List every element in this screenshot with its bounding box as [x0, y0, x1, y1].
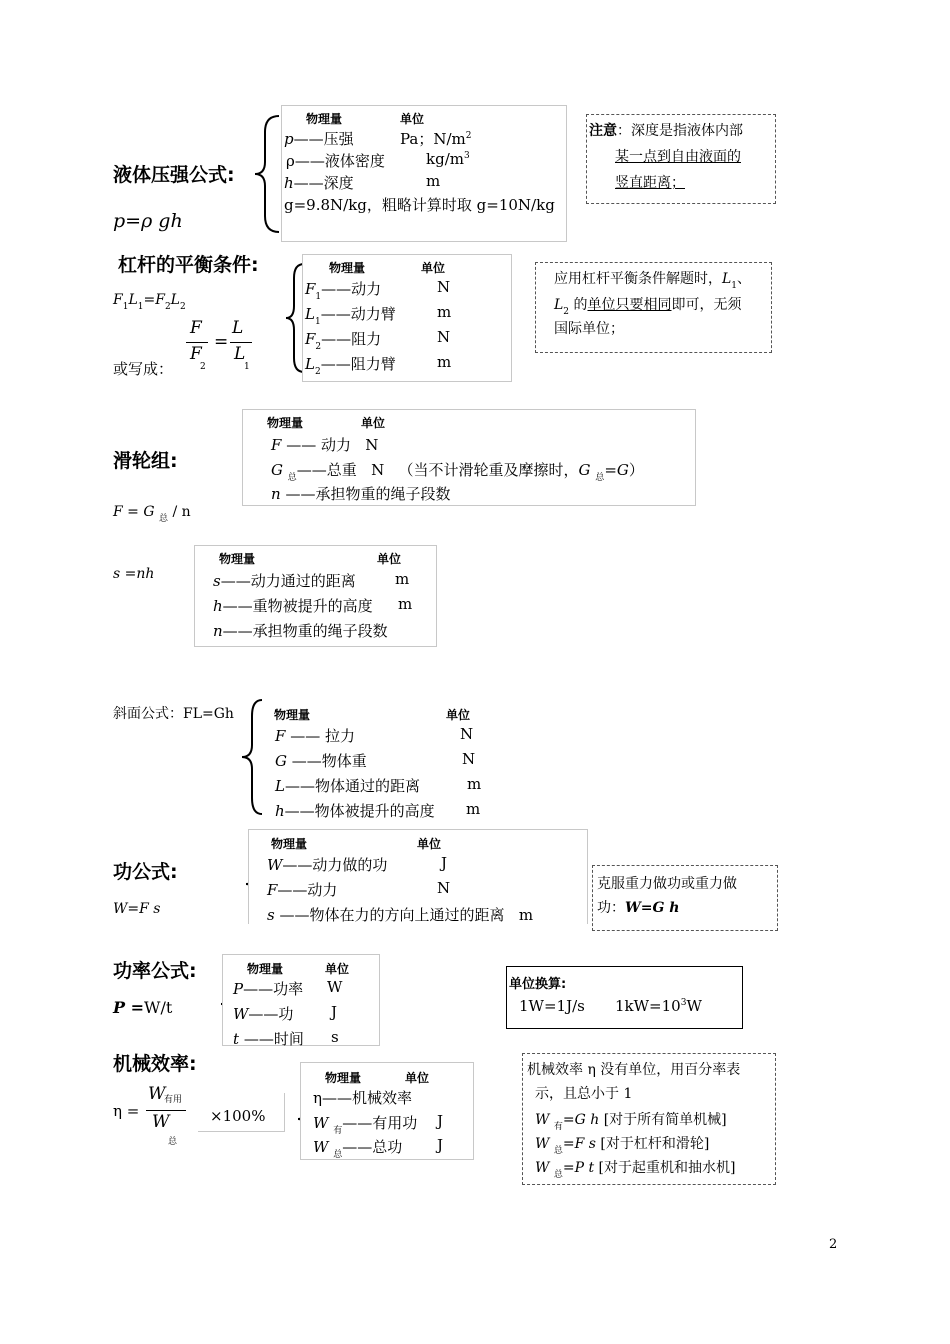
row-arm2: $L_2——$阻力臂 — [305, 355, 396, 377]
row-force1: $F_1——$动力 — [305, 280, 382, 302]
row-total-work: W $_总$——总功 — [313, 1138, 403, 1160]
header-quantity: 物理量 — [329, 261, 366, 275]
note-line: 某一点到自由液面的 — [615, 149, 741, 165]
header-unit: 单位 — [405, 1071, 430, 1085]
unit-useful-work: J — [437, 1112, 444, 1130]
unit-total-work: J — [437, 1136, 444, 1154]
unit-density: $kg/m^3$ — [426, 150, 470, 168]
row-height: h——重物被提升的高度 — [213, 597, 373, 615]
row-distance: L——物体通过的距离 — [275, 777, 420, 795]
lever-note — [535, 262, 772, 353]
row-useful-work: W $_有$——有用功 — [313, 1114, 418, 1136]
conversion-title: 单位换算: — [509, 977, 567, 992]
row-force: F——动力 — [267, 881, 338, 899]
brace-incline — [240, 698, 266, 816]
header-unit: 单位 — [377, 552, 402, 566]
row-distance: s ——物体在力的方向上通过的距离 m — [267, 906, 534, 924]
unit-power: W — [327, 978, 343, 996]
row-power: P——功率 — [233, 980, 304, 998]
liquid-pressure-title: 液体压强公式: — [113, 164, 235, 186]
row-force: F —— 动力 N — [271, 436, 379, 454]
pulley-title: 滑轮组: — [113, 450, 178, 472]
unit-pull: N — [460, 725, 474, 743]
pulley-quantity-table — [242, 409, 696, 506]
note-line: 应用杠杆平衡条件解题时，$L_1$、 — [554, 271, 752, 291]
row-pull: F —— 拉力 — [275, 727, 355, 745]
unit-work: J — [441, 854, 448, 872]
note-line: W $_总$=P t [对于起重机和抽水机] — [535, 1160, 736, 1180]
efficiency-times: ×100% — [210, 1107, 266, 1125]
conversion-watt: 1W=1J/s — [519, 997, 585, 1015]
row-total-weight: G $_总$——总重 N （当不计滑轮重及摩擦时，G $_总$=G） — [271, 461, 644, 483]
lever-title: 杠杆的平衡条件: — [118, 254, 259, 276]
unit-force1: N — [437, 278, 451, 296]
row-rope-segments: n ——承担物重的绳子段数 — [271, 485, 451, 503]
row-time: t ——时间 — [233, 1030, 304, 1048]
header-unit: 单位 — [361, 416, 386, 430]
unit-force2: N — [437, 328, 451, 346]
page-number: 2 — [829, 1237, 838, 1252]
header-quantity: 物理量 — [271, 837, 308, 851]
lever-quantity-table — [302, 254, 512, 382]
lever-alt-label: 或写成： — [113, 360, 174, 378]
note-line: W $_有$=G h [对于所有简单机械] — [535, 1112, 727, 1132]
row-depth: h——深度 — [284, 174, 354, 192]
note-line: W $_总$=F s [对于杠杆和滑轮] — [535, 1136, 710, 1156]
work-formula: W=F s — [113, 901, 161, 917]
brace-liquid — [253, 114, 283, 234]
efficiency-percent-box — [198, 1093, 285, 1132]
header-quantity: 物理量 — [219, 552, 256, 566]
work-title: 功公式: — [113, 861, 178, 883]
row-force2: $F_2——$阻力 — [305, 330, 382, 352]
unit-height: m — [466, 800, 481, 818]
liquid-pressure-formula: p=ρ gh — [113, 210, 183, 232]
header-unit: 单位 — [421, 261, 446, 275]
unit-work: J — [331, 1003, 338, 1021]
unit-height: m — [398, 595, 413, 613]
note-line: 克服重力做功或重力做 — [597, 876, 737, 892]
header-unit: 单位 — [325, 962, 350, 976]
liquid-note — [586, 114, 776, 204]
row-pressure: p——压强 — [284, 130, 354, 148]
liquid-quantity-table — [281, 105, 567, 242]
note-line: $L_2$ 的单位只要相同即可，无须 — [554, 297, 742, 317]
unit-force: N — [437, 879, 451, 897]
note-line: 国际单位； — [554, 321, 624, 337]
pulley-formula-distance: s =nh — [113, 566, 155, 582]
row-weight: G ——物体重 — [275, 752, 367, 770]
unit-arm2: m — [437, 353, 452, 371]
row-work: W——动力做的功 — [267, 856, 388, 874]
note-line: 注意：深度是指液体内部 — [589, 123, 743, 139]
header-quantity: 物理量 — [306, 112, 343, 126]
note-line: 示，且总小于 1 — [535, 1086, 633, 1102]
power-title: 功率公式: — [113, 960, 197, 982]
row-arm1: $L_1——$动力臂 — [305, 305, 396, 327]
unit-distance: m — [467, 775, 482, 793]
row-efficiency: η——机械效率 — [313, 1089, 413, 1107]
unit-distance: m — [395, 570, 410, 588]
row-segments: n——承担物重的绳子段数 — [213, 622, 388, 640]
work-quantity-table — [248, 829, 588, 924]
conversion-kilowatt: $1kW=10^3W$ — [615, 997, 702, 1015]
power-quantity-table — [222, 954, 380, 1046]
row-gravity: g=9.8N/kg，粗略计算时取 g=10N/kg — [284, 196, 555, 214]
work-note — [592, 865, 778, 931]
note-line: 功：W=G h — [597, 900, 680, 916]
row-distance: s——动力通过的距离 — [213, 572, 356, 590]
header-quantity: 物理量 — [325, 1071, 362, 1085]
efficiency-quantity-table — [300, 1062, 474, 1160]
unit-weight: N — [462, 750, 476, 768]
note-line: 竖直距离； — [615, 175, 685, 191]
efficiency-title: 机械效率: — [113, 1053, 197, 1075]
unit-arm1: m — [437, 303, 452, 321]
efficiency-eta: η = — [113, 1102, 140, 1120]
header-quantity: 物理量 — [274, 708, 311, 722]
note-line: 机械效率 η 没有单位，用百分率表 — [527, 1062, 741, 1078]
header-unit: 单位 — [400, 112, 425, 126]
lever-formula: $F_1L_1=F_2L_2$ — [113, 292, 186, 312]
unit-conversion-box — [506, 966, 743, 1029]
incline-title: 斜面公式：FL=Gh — [113, 706, 234, 722]
row-height: h——物体被提升的高度 — [275, 802, 435, 820]
unit-time: s — [331, 1028, 339, 1046]
pulley-formula-force: F = G $_总$ / n — [113, 504, 191, 524]
efficiency-note — [522, 1053, 776, 1185]
efficiency-fraction: W 有用 W 总 — [146, 1084, 206, 1144]
header-unit: 单位 — [417, 837, 442, 851]
power-formula: P =W/t — [113, 998, 173, 1017]
header-quantity: 物理量 — [267, 416, 304, 430]
row-work: W——功 — [233, 1005, 294, 1023]
unit-pressure: Pa；$N/m^2$ — [400, 130, 472, 148]
unit-depth: m — [426, 172, 441, 190]
header-quantity: 物理量 — [247, 962, 284, 976]
header-unit: 单位 — [446, 708, 471, 722]
pulley-distance-table — [194, 545, 437, 647]
row-density: ρ——液体密度 — [286, 152, 385, 170]
